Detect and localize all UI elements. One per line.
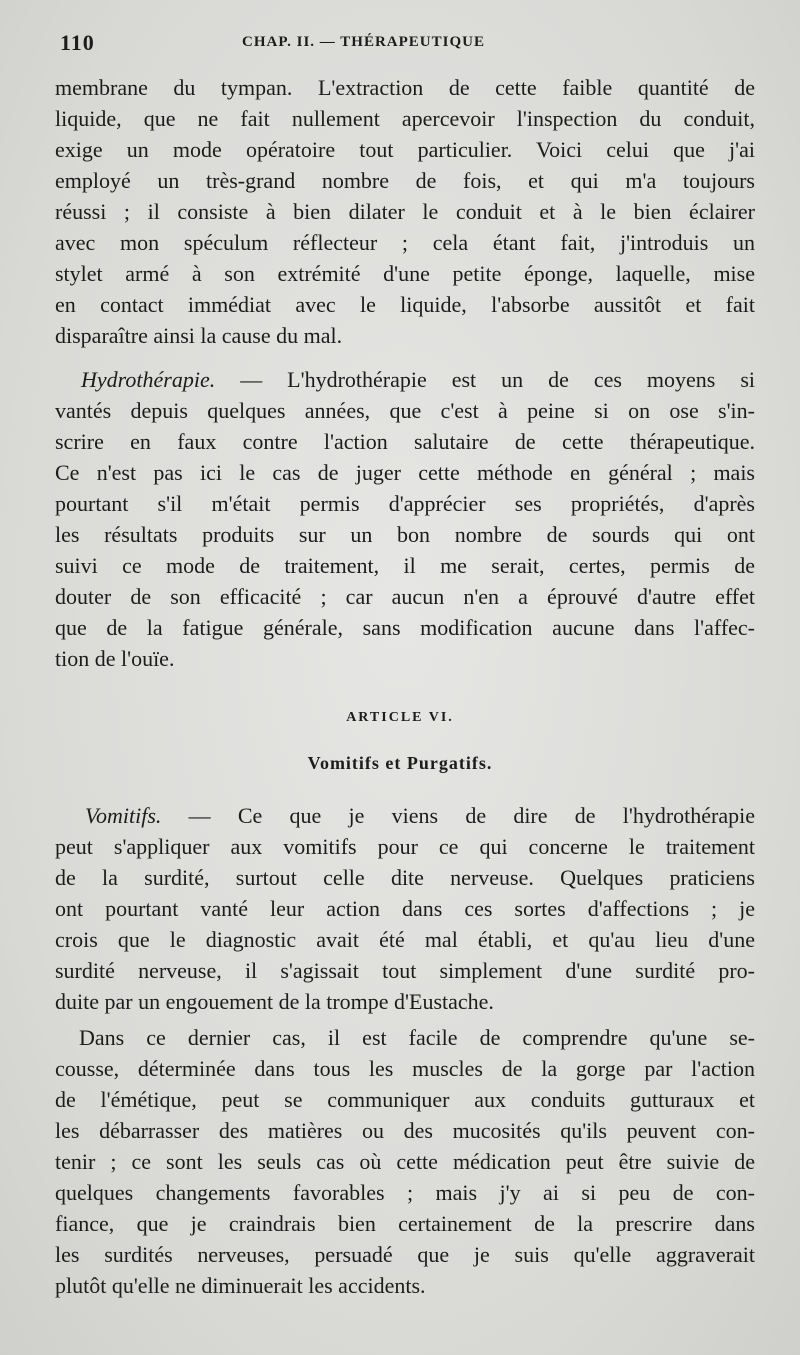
text-line: douter de son efficacité ; car aucun n'en a éprouvé d'autre effet bbox=[55, 584, 755, 609]
text-line: crois que le diagnostic avait été mal établi, et qu'au lieu d'une bbox=[55, 927, 755, 952]
text-line: avec mon spéculum réflecteur ; cela étant fait, j'introduis un bbox=[55, 230, 755, 255]
text-line bbox=[55, 364, 755, 395]
text-line: quelques changements favorables ; mais j'y ai si peu de con- bbox=[55, 1180, 755, 1205]
text-line: scrire en faux contre l'action salutaire de cette thérapeutique. bbox=[55, 429, 755, 454]
text-line: réussi ; il consiste à bien dilater le conduit et à le bien éclairer bbox=[55, 199, 755, 224]
text-line: cousse, déterminée dans tous les muscles de la gorge par l'action bbox=[55, 1056, 755, 1081]
article-heading: ARTICLE VI. bbox=[346, 710, 454, 725]
text-line: suivi ce mode de traitement, il me serait, certes, permis de bbox=[55, 553, 755, 578]
page-number: 110 bbox=[60, 30, 95, 55]
paragraph-extraction bbox=[55, 72, 755, 351]
text-run: — Ce que je viens de dire de l'hydrothérapie bbox=[161, 803, 755, 828]
paragraph-hydrotherapie bbox=[55, 364, 755, 674]
text-line: exige un mode opératoire tout particulier. Voici celui que j'ai bbox=[55, 137, 755, 162]
section-title: Vomitifs et Purgatifs. bbox=[307, 753, 493, 773]
paragraph-lead: Vomitifs. bbox=[85, 803, 162, 828]
text-line: Dans ce dernier cas, il est facile de comprendre qu'une se- bbox=[79, 1025, 755, 1050]
text-line: vantés depuis quelques années, que c'est à peine si on ose s'in- bbox=[55, 398, 755, 423]
text-line: en contact immédiat avec le liquide, l'absorbe aussitôt et fait bbox=[55, 292, 755, 317]
text-line: employé un très-grand nombre de fois, et qui m'a toujours bbox=[55, 168, 755, 193]
text-line: peut s'appliquer aux vomitifs pour ce qui concerne le traitement bbox=[55, 834, 755, 859]
page-header bbox=[60, 30, 760, 60]
paragraph-vomitifs bbox=[55, 800, 755, 1017]
text-line: disparaître ainsi la cause du mal. bbox=[55, 323, 343, 348]
paragraph-lead: Hydrothérapie. bbox=[81, 367, 216, 392]
text-line: surdité nerveuse, il s'agissait tout simplement d'une surdité pro- bbox=[55, 958, 755, 983]
text-line: stylet armé à son extrémité d'une petite éponge, laquelle, mise bbox=[55, 261, 755, 286]
text-line: membrane du tympan. L'extraction de cette faible quantité de bbox=[55, 75, 755, 100]
text-line bbox=[55, 800, 755, 831]
text-line: fiance, que je craindrais bien certainement de la prescrire dans bbox=[55, 1211, 755, 1236]
text-line: Ce n'est pas ici le cas de juger cette méthode en général ; mais bbox=[55, 460, 755, 485]
text-line: tion de l'ouïe. bbox=[55, 646, 175, 671]
text-line: de l'émétique, peut se communiquer aux conduits gutturaux et bbox=[55, 1087, 755, 1112]
text-line: plutôt qu'elle ne diminuerait les accidents. bbox=[55, 1273, 426, 1298]
text-line: duite par un engouement de la trompe d'Eustache. bbox=[55, 989, 494, 1014]
text-run: — L'hydrothérapie est un de ces moyens si bbox=[215, 367, 755, 392]
text-line: les surdités nerveuses, persuadé que je suis qu'elle aggraverait bbox=[55, 1242, 755, 1267]
text-line: tenir ; ce sont les seuls cas où cette médication peut être suivie de bbox=[55, 1149, 755, 1174]
paragraph-dernier-cas bbox=[55, 1022, 755, 1301]
text-line: que de la fatigue générale, sans modification aucune dans l'affec- bbox=[55, 615, 755, 640]
running-head: CHAP. II. — THÉRAPEUTIQUE bbox=[242, 34, 485, 50]
text-line: les débarrasser des matières ou des mucosités qu'ils peuvent con- bbox=[55, 1118, 755, 1143]
text-line: les résultats produits sur un bon nombre de sourds qui ont bbox=[55, 522, 755, 547]
text-line: de la surdité, surtout celle dite nerveuse. Quelques praticiens bbox=[55, 865, 755, 890]
text-line: ont pourtant vanté leur action dans ces sortes d'affections ; je bbox=[55, 896, 755, 921]
text-line: pourtant s'il m'était permis d'apprécier ses propriétés, d'après bbox=[55, 491, 755, 516]
text-line: liquide, que ne fait nullement apercevoir l'inspection du conduit, bbox=[55, 106, 755, 131]
